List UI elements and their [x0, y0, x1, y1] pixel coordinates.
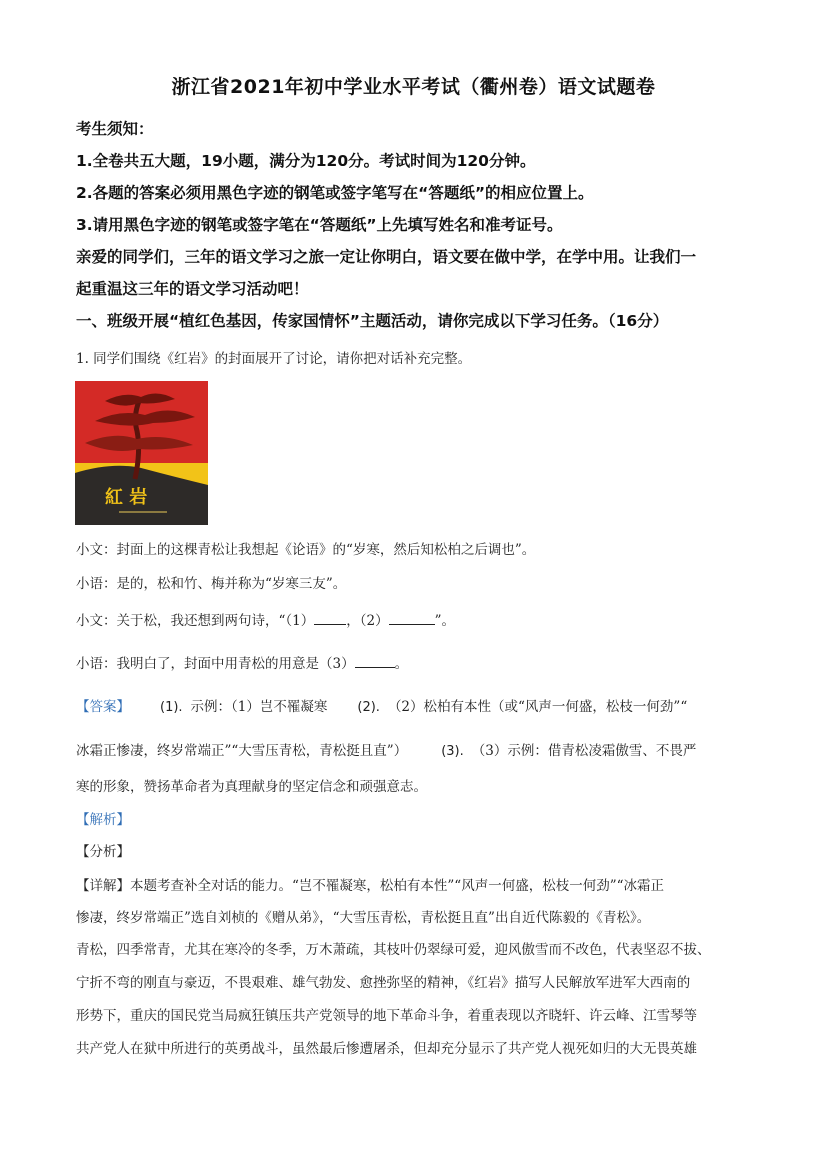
- detail-line-4: 宁折不弯的刚直与豪迈，不畏艰难、雄气勃发、愈挫弥坚的精神，《红岩》描写人民解放军进军大西南的: [76, 975, 691, 991]
- analysis-sub: 【分析】: [76, 844, 130, 860]
- dialogue-line-2: 小语：是的，松和竹、梅并称为“岁寒三友”。: [76, 576, 347, 592]
- dialogue-4-pre: 小语：我明白了，封面中用青松的用意是（3）: [76, 656, 355, 672]
- section1-heading: 一、班级开展“植红色基因，传家国情怀”主题活动，请你完成以下学习任务。（16分）: [76, 312, 669, 330]
- intro-line-2: 起重温这三年的语文学习活动吧！: [76, 280, 309, 298]
- answer-num-3: (3).: [441, 744, 464, 759]
- dialogue-3-mid: ，（2）: [346, 613, 389, 629]
- dialogue-line-3: [76, 609, 455, 629]
- detail-line-3: 青松，四季常青，尤其在寒冷的冬季，万木萧疏，其枝叶仍翠绿可爱，迎风傲雪而不改色，代表坚忍不拔、: [76, 942, 711, 958]
- dialogue-line-1: 小文：封面上的这棵青松让我想起《论语》的“岁寒，然后知松柏之后调也”。: [76, 542, 536, 558]
- dialogue-3-pre: 小文：关于松，我还想到两句诗，“（1）: [76, 613, 315, 629]
- dialogue-line-4: [76, 652, 408, 672]
- question-1-prompt: 1. 同学们围绕《红岩》的封面展开了讨论，请你把对话补充完整。: [76, 351, 472, 367]
- notice-item-2: 2.各题的答案必须用黑色字迹的钢笔或签字笔写在“答题纸”的相应位置上。: [76, 184, 594, 202]
- cover-title: 紅 岩: [105, 487, 148, 508]
- answer-text-3: 冰霜正惨凄，终岁常端正”“大雪压青松，青松挺且直”）: [76, 743, 408, 759]
- notice-item-1: 1.全卷共五大题，19小题，满分为120分。考试时间为120分钟。: [76, 152, 536, 170]
- book-cover-image: [75, 381, 208, 525]
- blank-3[interactable]: [355, 653, 395, 668]
- intro-line-1: 亲爱的同学们，三年的语文学习之旅一定让你明白，语文要在做中学，在学中用。让我们一: [76, 248, 697, 266]
- answer-num-1: (1).: [160, 700, 183, 715]
- answer-tag: 【答案】: [76, 699, 130, 715]
- blank-1[interactable]: [314, 610, 346, 625]
- detail-line-6: 共产党人在狱中所进行的英勇战斗，虽然最后惨遭屠杀，但却充分显示了共产党人视死如归的大无畏英雄: [76, 1041, 697, 1057]
- detail-line-1: 【详解】本题考查补全对话的能力。“岂不罹凝寒，松柏有本性”“风声一何盛，松枝一何劲”“冰霜正: [76, 878, 665, 894]
- book-cover-svg: [75, 381, 208, 525]
- answer-text-2: （2）松柏有本性（或“风声一何盛，松枝一何劲”“: [387, 699, 688, 715]
- answer-line-1: [76, 695, 687, 715]
- dialogue-4-post: 。: [394, 656, 409, 672]
- blank-2[interactable]: [389, 610, 435, 625]
- notice-item-3: 3.请用黑色字迹的钢笔或签字笔在“答题纸”上先填写姓名和准考证号。: [76, 216, 563, 234]
- answer-text-1: 示例：（1）岂不罹凝寒: [190, 699, 328, 715]
- analysis-tag: 【解析】: [76, 812, 130, 828]
- answer-text-4: （3）示例：借青松凌霜傲雪、不畏严: [471, 743, 697, 759]
- notice-heading: 考生须知：: [76, 120, 154, 138]
- answer-num-2: (2).: [357, 700, 380, 715]
- page-title: 浙江省2021年初中学业水平考试（衢州卷）语文试题卷: [171, 76, 656, 98]
- answer-line-3: 寒的形象，赞扬革命者为真理献身的坚定信念和顽强意志。: [76, 779, 427, 795]
- cover-subtitle-mark: [119, 511, 167, 513]
- detail-line-2: 惨凄，终岁常端正”选自刘桢的《赠从弟》，“大雪压青松，青松挺且直”出自近代陈毅的《青松》。: [76, 910, 651, 926]
- dialogue-3-post: ”。: [434, 613, 455, 629]
- answer-line-2: [76, 739, 696, 759]
- detail-line-5: 形势下，重庆的国民党当局疯狂镇压共产党领导的地下革命斗争，着重表现以齐晓轩、许云峰、江雪琴等: [76, 1008, 697, 1024]
